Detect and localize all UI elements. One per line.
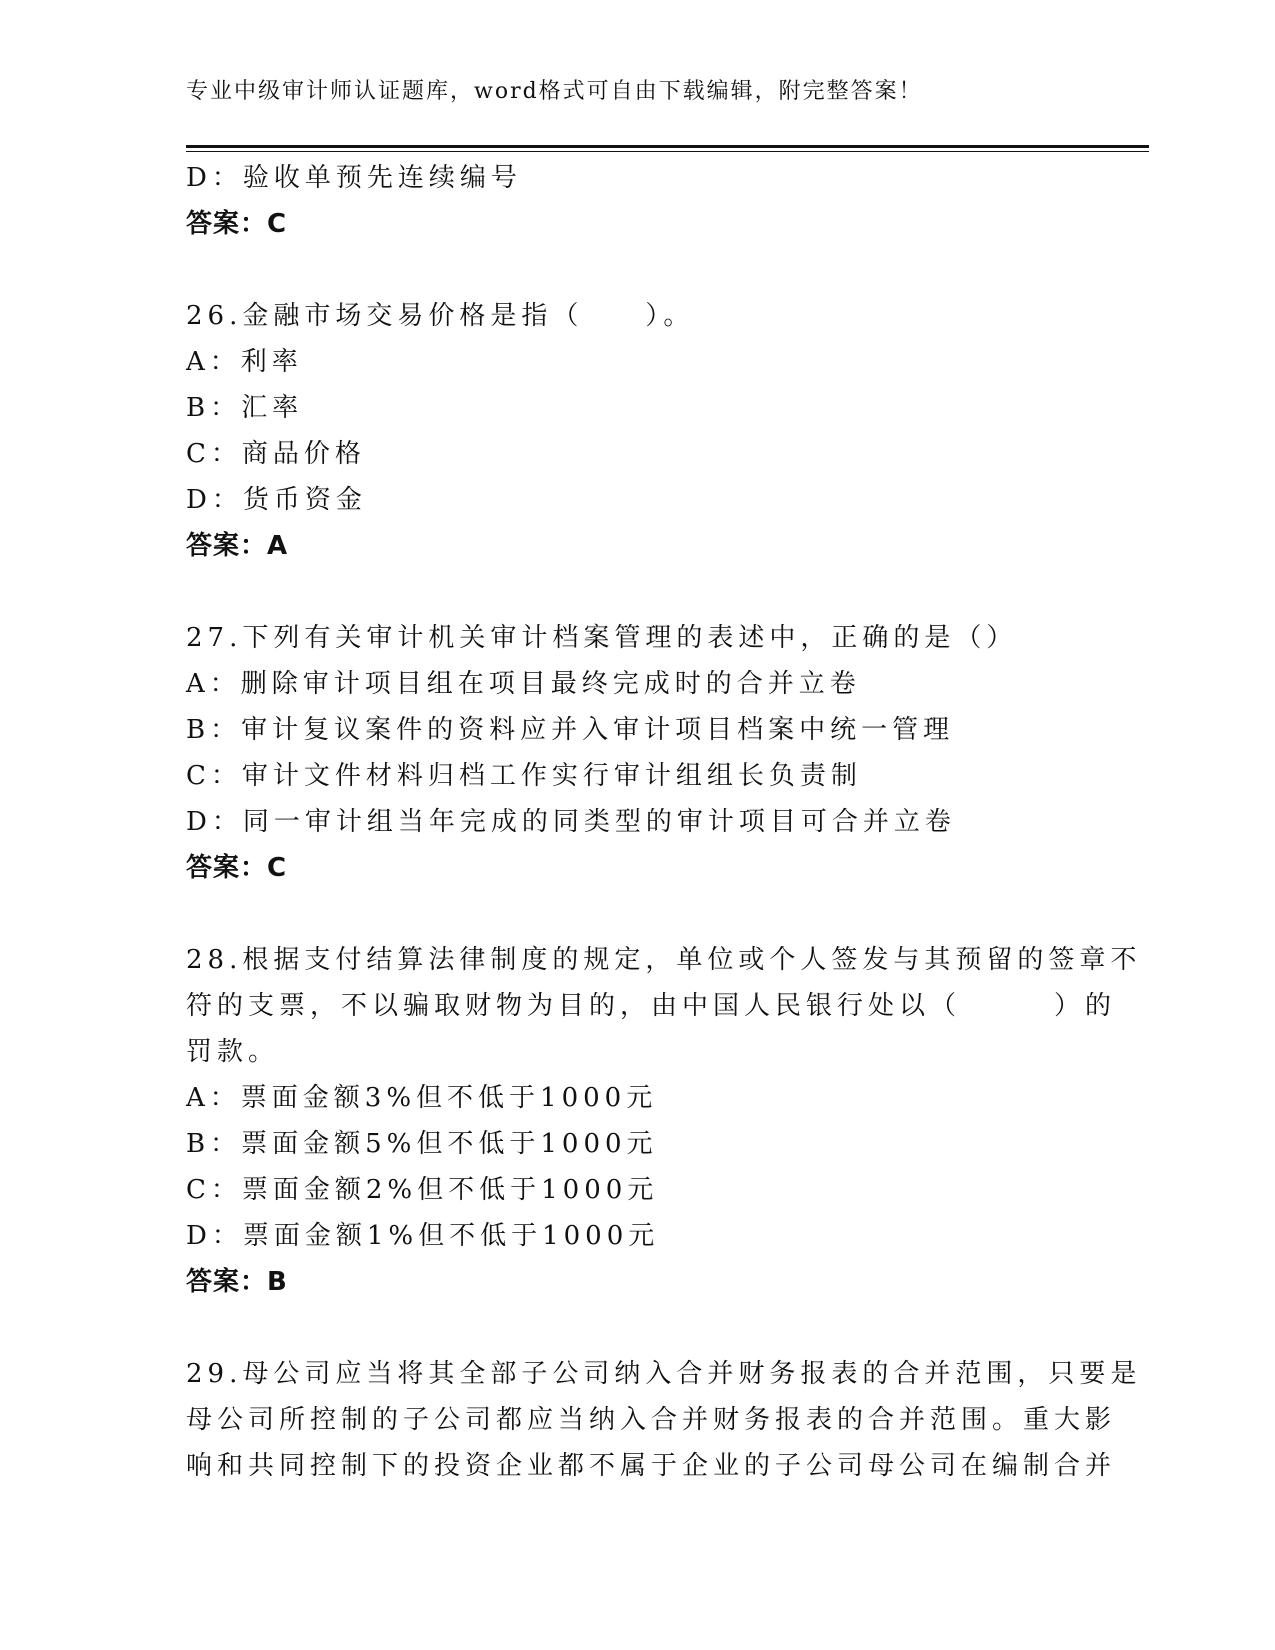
question-26-option-c: C：商品价格 bbox=[186, 439, 366, 469]
question-28-option-d: D：票面金额1%但不低于1000元 bbox=[186, 1221, 660, 1251]
question-26-option-b: B：汇率 bbox=[186, 393, 304, 423]
spacer bbox=[186, 247, 1106, 293]
prev-option-d: D：验收单预先连续编号 bbox=[186, 163, 522, 193]
question-26-option-d: D：货币资金 bbox=[186, 485, 367, 515]
header-rule-thick bbox=[186, 145, 1149, 148]
question-27-option-d: D：同一审计组当年完成的同类型的审计项目可合并立卷 bbox=[186, 807, 956, 837]
question-27-option-b: B：审计复议案件的资料应并入审计项目档案中统一管理 bbox=[186, 715, 955, 745]
question-26-option-a: A：利率 bbox=[186, 347, 303, 377]
question-27-answer: 答案：C bbox=[186, 853, 288, 883]
question-29-text-line-1: 29.母公司应当将其全部子公司纳入合并财务报表的合并范围，只要是 bbox=[186, 1359, 1142, 1389]
question-28-option-c: C：票面金额2%但不低于1000元 bbox=[186, 1175, 659, 1205]
question-content bbox=[186, 155, 1142, 1489]
question-28-option-a: A：票面金额3%但不低于1000元 bbox=[186, 1083, 658, 1113]
spacer bbox=[186, 1305, 1106, 1351]
prev-answer: 答案：C bbox=[186, 209, 288, 239]
spacer bbox=[186, 569, 1106, 615]
spacer bbox=[186, 891, 1106, 937]
header-rule-thin bbox=[186, 151, 1149, 152]
question-27-option-a: A：删除审计项目组在项目最终完成时的合并立卷 bbox=[186, 669, 861, 699]
question-26-text: 26.金融市场交易价格是指（ ）。 bbox=[186, 301, 695, 331]
question-28-text-line-1: 28.根据支付结算法律制度的规定，单位或个人签发与其预留的签章不 bbox=[186, 945, 1142, 975]
question-27-option-c: C：审计文件材料归档工作实行审计组组长负责制 bbox=[186, 761, 862, 791]
question-28-answer: 答案：B bbox=[186, 1267, 288, 1297]
question-27-text: 27.下列有关审计机关审计档案管理的表述中，正确的是（） bbox=[186, 623, 1018, 653]
question-29-text-line-2: 母公司所控制的子公司都应当纳入合并财务报表的合并范围。重大影 bbox=[186, 1405, 1117, 1435]
question-28-text-line-3: 罚款。 bbox=[186, 1037, 280, 1067]
question-29-text-line-3: 响和共同控制下的投资企业都不属于企业的子公司母公司在编制合并 bbox=[186, 1451, 1117, 1481]
question-28-option-b: B：票面金额5%但不低于1000元 bbox=[186, 1129, 658, 1159]
question-26-answer: 答案：A bbox=[186, 531, 289, 561]
question-28-text-line-2: 符的支票，不以骗取财物为目的，由中国人民银行处以（ ）的 bbox=[186, 991, 1117, 1021]
page-header: 专业中级审计师认证题库，word格式可自由下载编辑，附完整答案！ bbox=[186, 79, 923, 104]
